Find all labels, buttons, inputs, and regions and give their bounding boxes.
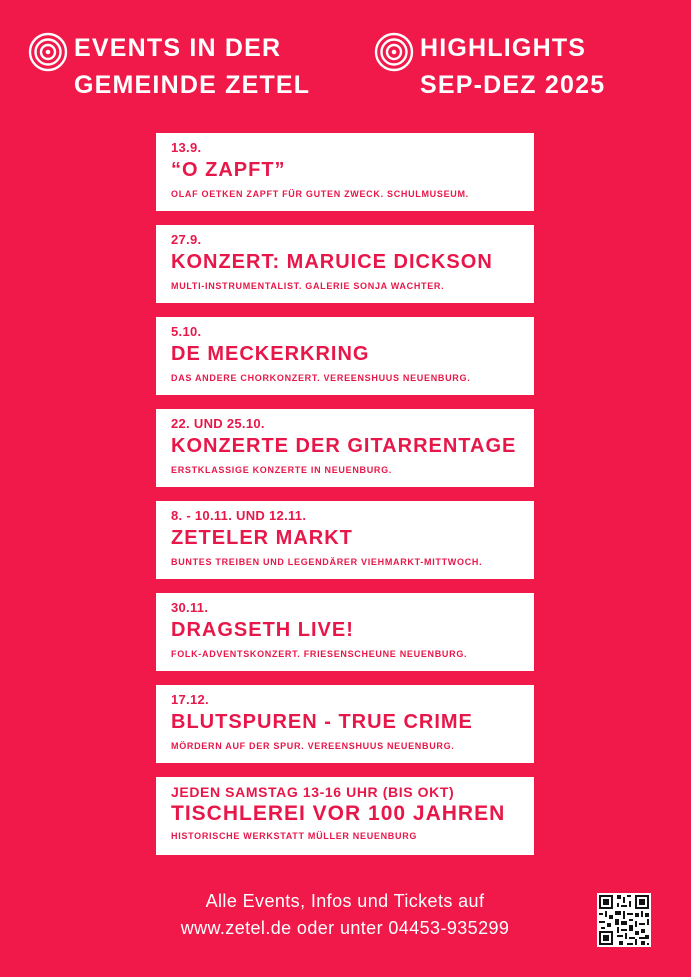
event-date: 13.9.: [171, 140, 202, 155]
event-card-dragseth-live: [156, 593, 534, 671]
event-title: KONZERT: MARUICE DICKSON: [171, 251, 493, 273]
event-description: FOLK-ADVENTSKONZERT. FRIESENSCHEUNE NEUENBURG.: [171, 649, 468, 659]
header-left-line2: GEMEINDE ZETEL: [74, 71, 311, 99]
event-title: ZETELER MARKT: [171, 527, 353, 549]
event-title: DE MECKERKRING: [171, 343, 370, 365]
event-card-blutspuren: [156, 685, 534, 763]
event-card-zeteler-markt: [156, 501, 534, 579]
event-date: 17.12.: [171, 692, 209, 707]
header-title-right: [420, 30, 605, 104]
event-title: “O ZAPFT”: [171, 159, 286, 181]
event-date: 8. - 10.11. UND 12.11.: [171, 508, 307, 523]
event-description: BUNTES TREIBEN UND LEGENDÄRER VIEHMARKT-MITTWOCH.: [171, 557, 483, 567]
event-description: OLAF OETKEN ZAPFT FÜR GUTEN ZWECK. SCHULMUSEUM.: [171, 189, 469, 199]
header-title-left: [74, 30, 310, 104]
header-right-line1: HIGHLIGHTS: [420, 34, 587, 62]
footer-line1: Alle Events, Infos und Tickets auf: [205, 891, 485, 911]
event-card-maruice-dickson: [156, 225, 534, 303]
event-card-gitarrentage: [156, 409, 534, 487]
header-right: [374, 30, 605, 104]
event-title: DRAGSETH LIVE!: [171, 619, 354, 641]
event-title: TISCHLEREI VOR 100 JAHREN: [171, 802, 506, 825]
event-date: 22. UND 25.10.: [171, 416, 265, 431]
event-date: 30.11.: [171, 600, 209, 615]
qr-code-icon[interactable]: [597, 893, 651, 947]
header-left: [28, 30, 310, 104]
event-card-tischlerei: [156, 777, 534, 855]
header-right-line2: SEP-DEZ 2025: [420, 71, 606, 99]
event-date: 5.10.: [171, 324, 202, 339]
event-description: MULTI-INSTRUMENTALIST. GALERIE SONJA WACHTER.: [171, 281, 445, 291]
event-date: 27.9.: [171, 232, 202, 247]
footer-line2: www.zetel.de oder unter 04453-935299: [180, 918, 510, 938]
event-card-meckerkring: [156, 317, 534, 395]
event-description: DAS ANDERE CHORKONZERT. VEREENSHUUS NEUENBURG.: [171, 373, 471, 383]
concentric-circles-icon: [374, 32, 414, 72]
event-description: HISTORISCHE WERKSTATT MÜLLER NEUENBURG: [171, 831, 418, 841]
event-description: ERSTKLASSIGE KONZERTE IN NEUENBURG.: [171, 465, 393, 475]
event-date: JEDEN SAMSTAG 13-16 UHR (BIS OKT): [171, 784, 455, 800]
header-left-line1: EVENTS IN DER: [74, 34, 282, 62]
event-title: BLUTSPUREN - TRUE CRIME: [171, 711, 473, 733]
event-title: KONZERTE DER GITARRENTAGE: [171, 435, 517, 457]
event-description: MÖRDERN AUF DER SPUR. VEREENSHUUS NEUENBURG.: [171, 741, 455, 751]
footer-info: [100, 888, 590, 942]
concentric-circles-icon: [28, 32, 68, 72]
event-card-o-zapft: [156, 133, 534, 211]
event-list: [156, 133, 534, 869]
